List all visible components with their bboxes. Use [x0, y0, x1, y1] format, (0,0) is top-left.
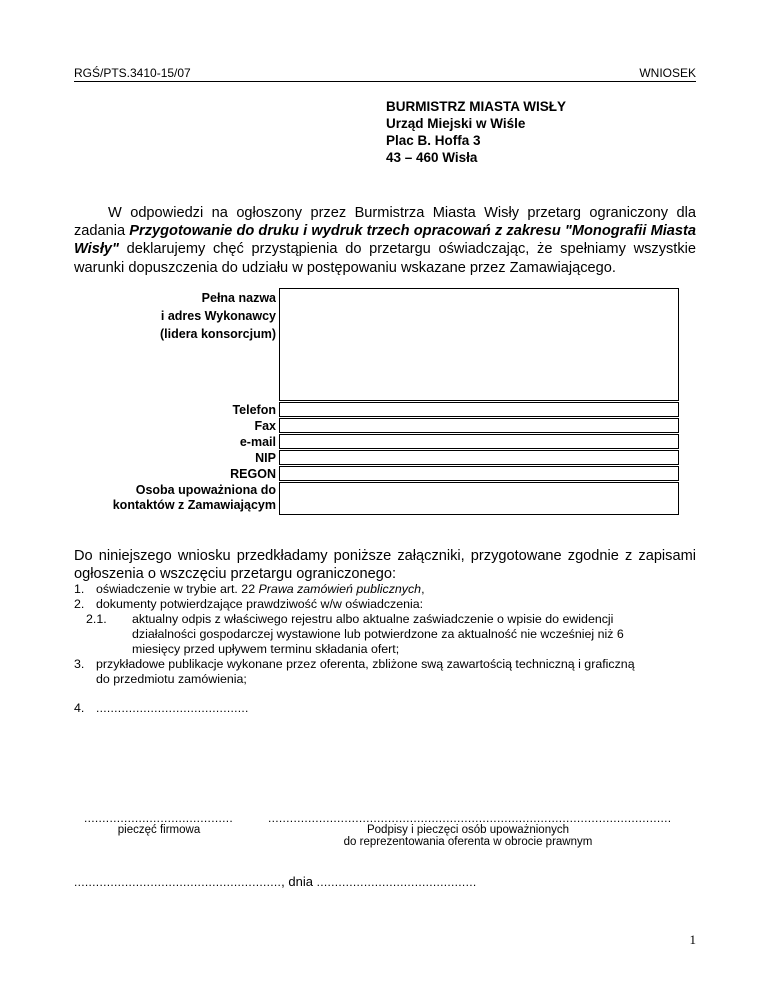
intro-text: deklarujemy chęć przystąpienia do przetargu oświadczając, że spełniamy wszystkie warunki dopuszczenia do udziału w postępowaniu wskazane przez Zamawiającego. — [74, 241, 696, 276]
header-divider — [74, 81, 696, 82]
label-full-name: Pełna nazwa i adres Wykonawcy (lidera konsorcjum) — [160, 291, 276, 341]
attachment-item-2: 2. dokumenty potwierdzające prawdziwość w/w oświadczenia: — [74, 597, 424, 611]
addressee-line: BURMISTRZ MIASTA WISŁY — [386, 99, 566, 114]
reference-number: RGŚ/PTS.3410-15/07 — [74, 66, 191, 80]
addressee-line: 43 – 460 Wisła — [386, 150, 478, 165]
label-contact-person: Osoba upoważniona do kontaktów z Zamawiającym — [112, 483, 276, 512]
page-number: 1 — [689, 932, 696, 947]
attachment-item-2-1: 2.1. aktualny odpis z właściwego rejestru albo aktualne zaświadczenie o wpisie do ewidencji — [86, 612, 614, 626]
attachment-item-2-1-line: działalności gospodarczej wystawione lub potwierdzone za aktualność nie wcześniej niż 6 — [132, 627, 624, 641]
addressee-line: Plac B. Hoffa 3 — [386, 133, 481, 148]
task-name: Przygotowanie do druku i wydruk trzech opracowań z zakresu "Monografii Miasta Wisły" — [74, 223, 696, 258]
attachment-item-3-line: do przedmiotu zamówienia; — [96, 672, 247, 686]
attachment-item-4: 4. .......................................... — [74, 701, 249, 715]
full-name-address-field[interactable] — [279, 288, 679, 401]
label-phone: Telefon — [232, 403, 276, 417]
phone-field[interactable] — [279, 402, 679, 417]
intro-paragraph — [74, 204, 696, 277]
label-email: e-mail — [239, 435, 276, 449]
place-date-line — [74, 874, 476, 889]
place-dots: ......................................................... — [74, 875, 282, 889]
attachment-item-3: 3. przykładowe publikacje wykonane przez oferenta, zbliżone swą zawartością techniczną i graficzną — [74, 657, 635, 671]
addressee-block — [386, 98, 566, 166]
fax-field[interactable] — [279, 418, 679, 433]
stamp-label: pieczęć firmowa — [117, 824, 201, 836]
email-field[interactable] — [279, 434, 679, 449]
date-label: , dnia — [281, 874, 313, 889]
label-regon: REGON — [230, 467, 276, 481]
document-type: WNIOSEK — [639, 66, 696, 80]
date-dots: ............................................ — [316, 875, 477, 889]
stamp-dotted-line: ......................................... — [84, 811, 233, 825]
signature-label: Podpisy i pieczęci osób upoważnionych do reprezentowania oferenta w obrocie prawnym — [343, 824, 593, 848]
nip-field[interactable] — [279, 450, 679, 465]
regon-field[interactable] — [279, 466, 679, 481]
attachments-heading: Do niniejszego wniosku przedkładamy poniższe załączniki, przygotowane zgodnie z zapisami ogłoszenia o wszczęciu przetargu ograniczonego: — [74, 548, 696, 583]
label-nip: NIP — [255, 451, 276, 465]
contact-person-field[interactable] — [279, 482, 679, 515]
addressee-line: Urząd Miejski w Wiśle — [386, 116, 526, 131]
signature-dotted-line: ............................................................................................................... — [268, 811, 672, 825]
intro-text: W odpowiedzi na ogłoszony przez Burmistrza Miasta Wisły przetarg ograniczony dla zadania — [74, 205, 696, 240]
label-fax: Fax — [254, 419, 276, 433]
attachment-item-2-1-line: miesięcy przed upływem terminu składania ofert; — [132, 642, 400, 656]
attachment-item-1: 1. oświadczenie w trybie art. 22 Prawa zamówień publicznych, — [74, 582, 425, 596]
